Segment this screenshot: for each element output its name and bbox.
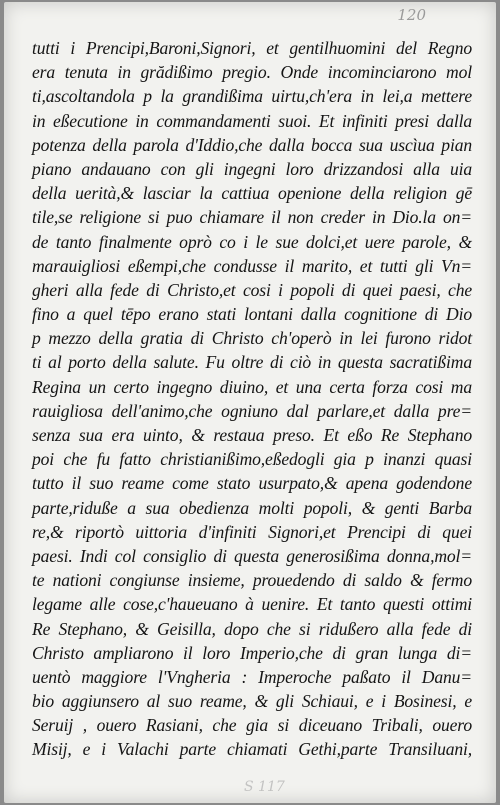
text-line: piano andauano con gli ingegni loro drizzandosi alla uia xyxy=(32,158,472,179)
text-line: legame alle cose,c'haueuano à uenire. Et tanto questi ottimi xyxy=(32,594,472,615)
text-line: tile,se religione si puo chiamare il non creder in Dio.la on= xyxy=(32,207,472,228)
text-line: potenza della parola d'Iddio,che dalla bocca sua uscìua pian xyxy=(32,134,472,155)
text-line: in eßecutione in commandamenti suoi. Et infiniti presi dalla xyxy=(32,110,472,131)
text-line: senza sua era uinto, & restaua preso. Et eßo Re Stephano xyxy=(32,425,472,445)
page-text xyxy=(32,36,472,762)
text-line: uentò maggiore l'Vngheria : Imperoche paßato il Danu= xyxy=(32,666,472,687)
text-line: parte,riduße a sua obedienza molti popoli, & genti Barba xyxy=(32,497,472,518)
text-line: ti al porto della salute. Fu oltre di ciò in questa sacratißima xyxy=(32,352,472,373)
text-line: Misij, e i Valachi parte chiamati Gethi,parte Transiluani, xyxy=(32,739,472,760)
text-line: poi che fu fatto christianißimo,eßedogli gia p inanzi quasi xyxy=(32,449,472,470)
book-page xyxy=(4,2,496,803)
text-line: fino a quel tēpo erano stati lontani dalla cognitione di Dio xyxy=(32,304,472,325)
text-line: della uerità,& lasciar la cattiua openione della religion gē xyxy=(32,183,472,204)
text-line: marauigliosi eßempi,che condusse il marito, et tutti gli Vn= xyxy=(32,255,472,276)
text-line: paesi. Indi col consiglio di questa generosißima donna,mol= xyxy=(32,545,472,566)
text-line: Re Stephano, & Geisilla, dopo che si ridußero alla fede di xyxy=(32,618,472,639)
text-line: rauigliosa dell'animo,che ogniuno dal parlare,et dalla pre= xyxy=(32,400,472,421)
text-line: bio aggiunsero al suo reame, & gli Schiaui, e i Bosinesi, e xyxy=(32,691,472,712)
text-line: Regina un certo ingegno diuino, et una certa forza cosi ma xyxy=(32,376,472,397)
text-line: Christo ampliarono il loro Imperio,che di gran lunga di= xyxy=(32,642,472,663)
text-line: te nationi congiunse insieme, prouedendo di saldo & fermo xyxy=(32,570,472,591)
bleed-through-text: S 117 xyxy=(244,779,285,795)
text-line: gheri alla fede di Christo,et cosi i popoli di quei paesi, che xyxy=(32,279,472,300)
text-line: tutto il suo reame come stato usurpato,& apena godendone xyxy=(32,473,472,494)
text-line: Seruij , ouero Rasiani, che gia si diceuano Tribali, ouero xyxy=(32,715,472,736)
text-line: p mezzo della gratia di Christo ch'operò in lei furono ridot xyxy=(32,328,472,349)
text-line: era tenuta in grădißimo pregio. Onde incominciarono mol xyxy=(32,62,472,83)
text-line: ti,ascoltandola p la grandißima uirtu,ch'era in lei,a mettere xyxy=(32,86,472,107)
text-line: de tanto finalmente oprò co i le sue dolci,et uere parole, & xyxy=(32,231,472,252)
text-line: tutti i Prencipi,Baroni,Signori, et gentilhuomini del Regno xyxy=(32,38,472,58)
page-number-bleed: 120 xyxy=(397,6,426,24)
text-line: re,& riportò uittoria d'infiniti Signori,et Prencipi di quei xyxy=(32,521,472,542)
